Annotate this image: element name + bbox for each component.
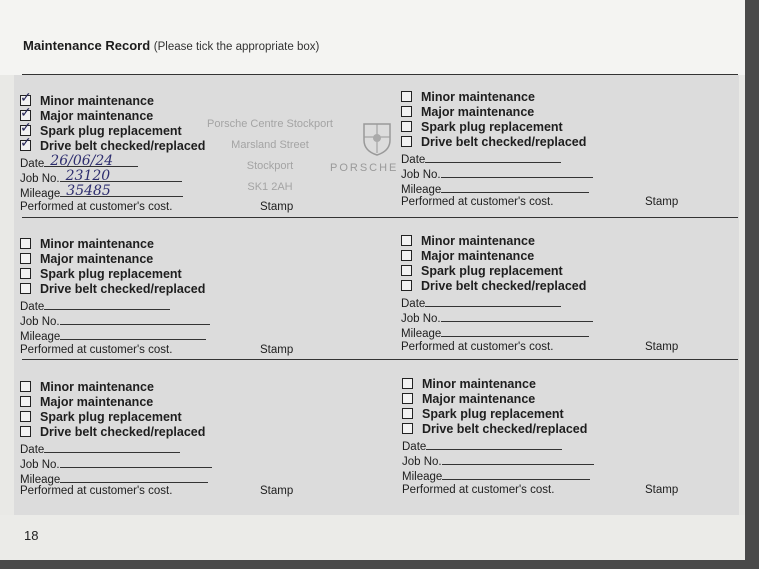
checkbox[interactable] xyxy=(20,426,31,437)
record-item xyxy=(401,105,534,119)
date-input[interactable] xyxy=(44,299,170,310)
date-label: Date xyxy=(20,301,45,313)
cost-note: Performed at customer's cost. xyxy=(20,485,173,497)
stamp-label: Stamp xyxy=(645,484,679,496)
cost-note: Performed at customer's cost. xyxy=(20,344,173,356)
job-label: Job No. xyxy=(20,173,60,185)
cost-note: Performed at customer's cost. xyxy=(401,196,554,208)
record-item xyxy=(20,395,153,409)
checkbox[interactable] xyxy=(20,396,31,407)
checkbox[interactable] xyxy=(20,134,32,151)
item-label: Major maintenance xyxy=(422,392,536,406)
tick-mark-icon: ✓ xyxy=(20,134,32,150)
job-value: 23120 xyxy=(65,168,111,184)
record-item xyxy=(401,249,534,263)
date-field xyxy=(20,442,180,457)
record-item xyxy=(20,425,205,439)
record-item xyxy=(20,119,182,138)
checkbox[interactable] xyxy=(401,250,412,261)
mileage-label: Mileage xyxy=(401,184,442,196)
page-number: 18 xyxy=(24,528,39,543)
job-label: Job No. xyxy=(401,313,441,325)
porsche-crest-icon xyxy=(362,120,392,159)
record-item xyxy=(402,392,535,406)
item-label: Major maintenance xyxy=(421,249,535,263)
record-item xyxy=(20,134,206,153)
checkbox[interactable] xyxy=(401,235,412,246)
record-item xyxy=(401,120,563,134)
checkbox[interactable] xyxy=(20,253,31,264)
record-item xyxy=(20,380,154,394)
item-label: Drive belt checked/replaced xyxy=(40,139,206,153)
job-input[interactable] xyxy=(60,314,210,325)
date-input[interactable] xyxy=(426,439,562,450)
item-label: Minor maintenance xyxy=(421,90,535,104)
record-item xyxy=(401,279,586,293)
item-label: Major maintenance xyxy=(421,105,535,119)
job-input[interactable] xyxy=(442,454,594,465)
record-item xyxy=(401,234,535,248)
dealer-stamp xyxy=(190,114,350,198)
row-divider-1 xyxy=(22,217,738,218)
checkbox[interactable] xyxy=(402,393,413,404)
title-subtitle: (Please tick the appropriate box) xyxy=(153,41,320,53)
item-label: Minor maintenance xyxy=(40,237,154,251)
job-label: Job No. xyxy=(402,456,442,468)
date-input[interactable] xyxy=(44,153,138,169)
stamp-label: Stamp xyxy=(645,341,679,353)
date-input[interactable] xyxy=(44,442,180,453)
date-label: Date xyxy=(401,154,426,166)
item-label: Drive belt checked/replaced xyxy=(422,422,588,436)
stamp-line-4: SK1 2AH xyxy=(247,181,293,193)
mileage-input[interactable] xyxy=(60,183,183,199)
stamp-line-3: Stockport xyxy=(246,160,294,172)
record-item xyxy=(402,377,536,391)
mileage-field xyxy=(402,469,590,484)
record-item xyxy=(20,410,182,424)
stamp-line-2: Marsland Street xyxy=(231,139,309,151)
mileage-label: Mileage xyxy=(20,474,61,486)
job-field xyxy=(20,314,210,329)
date-label: Date xyxy=(20,158,45,170)
tick-mark-icon: ✓ xyxy=(20,104,32,120)
job-field xyxy=(20,457,212,472)
item-label: Minor maintenance xyxy=(421,234,535,248)
top-rule xyxy=(22,74,738,75)
mileage-field xyxy=(401,182,589,197)
date-field xyxy=(401,152,561,167)
bottom-band xyxy=(0,515,745,560)
tick-mark-icon: ✓ xyxy=(20,119,32,135)
mileage-field xyxy=(20,183,183,201)
job-field xyxy=(401,167,593,182)
date-field xyxy=(402,439,562,454)
mileage-label: Mileage xyxy=(20,188,61,200)
page-title xyxy=(23,38,319,53)
checkbox[interactable] xyxy=(402,378,413,389)
record-item xyxy=(20,252,153,266)
checkbox[interactable] xyxy=(401,280,412,291)
mileage-label: Mileage xyxy=(20,331,61,343)
record-item xyxy=(402,422,587,436)
item-label: Major maintenance xyxy=(40,109,154,123)
row-divider-2 xyxy=(22,359,738,360)
job-input[interactable] xyxy=(60,457,212,468)
record-item xyxy=(401,90,535,104)
checkbox[interactable] xyxy=(20,283,31,294)
item-label: Major maintenance xyxy=(40,252,154,266)
checkbox[interactable] xyxy=(401,106,412,117)
record-item xyxy=(401,135,586,149)
mileage-label: Mileage xyxy=(402,471,443,483)
checkbox[interactable] xyxy=(20,411,31,422)
date-field xyxy=(401,296,561,311)
mileage-value: 35485 xyxy=(66,183,111,199)
job-label: Job No. xyxy=(20,316,60,328)
item-label: Drive belt checked/replaced xyxy=(40,425,206,439)
item-label: Minor maintenance xyxy=(40,94,154,108)
checkbox[interactable] xyxy=(401,121,412,132)
mileage-field xyxy=(401,326,589,341)
mileage-input[interactable] xyxy=(441,182,589,193)
checkbox[interactable] xyxy=(20,238,31,249)
stamp-label: Stamp xyxy=(260,201,294,213)
cost-note: Performed at customer's cost. xyxy=(20,201,173,213)
record-item xyxy=(20,89,154,108)
item-label: Drive belt checked/replaced xyxy=(40,282,206,296)
record-item xyxy=(20,282,205,296)
date-value: 26/06/24 xyxy=(50,153,114,169)
cost-note: Performed at customer's cost. xyxy=(402,484,555,496)
item-label: Spark plug replacement xyxy=(40,124,182,138)
item-label: Spark plug replacement xyxy=(40,267,182,281)
item-label: Drive belt checked/replaced xyxy=(421,135,587,149)
mileage-field xyxy=(20,329,206,344)
stamp-line-1: Porsche Centre Stockport xyxy=(207,118,333,130)
checkbox[interactable] xyxy=(402,423,413,434)
stamp-label: Stamp xyxy=(260,344,294,356)
record-item xyxy=(20,267,182,281)
date-label: Date xyxy=(401,298,426,310)
date-input[interactable] xyxy=(425,152,561,163)
item-label: Drive belt checked/replaced xyxy=(421,279,587,293)
mileage-input[interactable] xyxy=(442,469,590,480)
job-input[interactable] xyxy=(441,167,593,178)
job-input[interactable] xyxy=(441,311,593,322)
mileage-input[interactable] xyxy=(441,326,589,337)
tick-mark-icon: ✓ xyxy=(20,89,32,105)
stamp-brand: PORSCHE xyxy=(330,162,399,174)
checkbox[interactable] xyxy=(20,268,31,279)
date-label: Date xyxy=(402,441,427,453)
mileage-input[interactable] xyxy=(60,329,206,340)
checkbox[interactable] xyxy=(402,408,413,419)
date-label: Date xyxy=(20,444,45,456)
item-label: Major maintenance xyxy=(40,395,154,409)
mileage-label: Mileage xyxy=(401,328,442,340)
record-item xyxy=(20,104,154,123)
item-label: Minor maintenance xyxy=(40,380,154,394)
item-label: Spark plug replacement xyxy=(40,410,182,424)
item-label: Spark plug replacement xyxy=(421,264,563,278)
checkbox[interactable] xyxy=(20,381,31,392)
item-label: Spark plug replacement xyxy=(421,120,563,134)
checkbox[interactable] xyxy=(401,91,412,102)
date-input[interactable] xyxy=(425,296,561,307)
stamp-label: Stamp xyxy=(260,485,294,497)
job-input[interactable] xyxy=(60,168,182,184)
date-field xyxy=(20,299,170,314)
checkbox[interactable] xyxy=(401,265,412,276)
mileage-input[interactable] xyxy=(60,472,208,483)
item-label: Minor maintenance xyxy=(422,377,536,391)
job-label: Job No. xyxy=(401,169,441,181)
job-field xyxy=(401,311,593,326)
job-label: Job No. xyxy=(20,459,60,471)
checkbox[interactable] xyxy=(401,136,412,147)
item-label: Spark plug replacement xyxy=(422,407,564,421)
cost-note: Performed at customer's cost. xyxy=(401,341,554,353)
stamp-label: Stamp xyxy=(645,196,679,208)
record-item xyxy=(20,237,154,251)
record-item xyxy=(401,264,563,278)
record-item xyxy=(402,407,564,421)
job-field xyxy=(402,454,594,469)
title-text: Maintenance Record xyxy=(23,38,151,53)
